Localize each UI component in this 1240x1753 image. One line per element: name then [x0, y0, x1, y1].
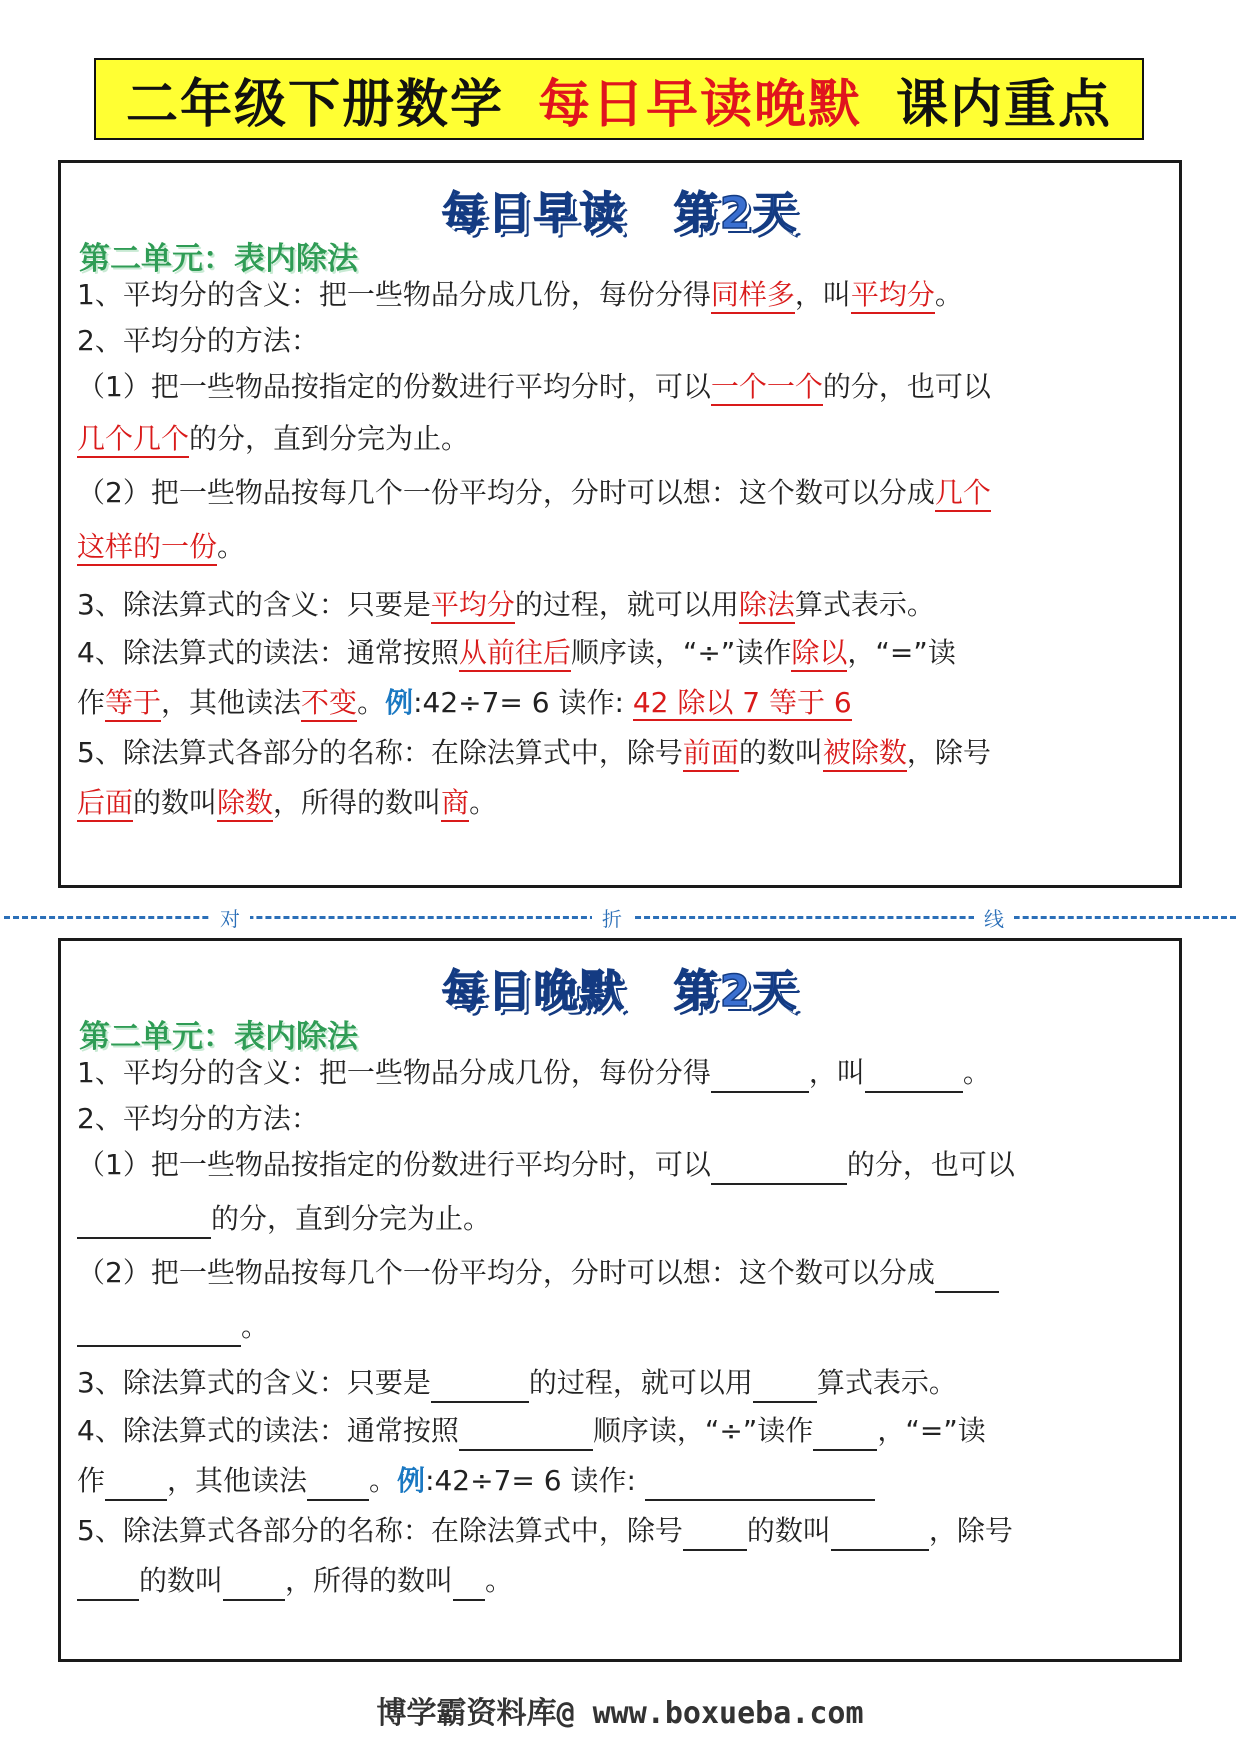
evening-title-b: 第2天 — [673, 966, 799, 1017]
evening-line-5: （2）把一些物品按每几个一份平均分，分时可以想：这个数可以分成 — [77, 1253, 1163, 1293]
answer: 这样的一份 — [77, 530, 217, 566]
fold-char-2: 折 — [592, 903, 632, 932]
answer: 平均分 — [851, 278, 935, 314]
answer: 除法 — [739, 588, 795, 624]
evening-line-10: 5、除法算式各部分的名称：在除法算式中，除号 的数叫 ，除号 — [77, 1511, 1163, 1551]
evening-line-7: 3、除法算式的含义：只要是 的过程，就可以用 算式表示。 — [77, 1363, 1163, 1403]
fill-blank[interactable] — [711, 1059, 809, 1093]
morning-title-b: 第2天 — [673, 188, 799, 239]
answer: 平均分 — [431, 588, 515, 624]
fill-blank[interactable] — [77, 1567, 139, 1601]
fill-blank[interactable] — [431, 1369, 529, 1403]
fill-blank[interactable] — [865, 1059, 963, 1093]
title-left: 二年级下册数学 — [125, 74, 504, 135]
morning-line-4: 几个几个的分，直到分完为止。 — [77, 419, 1163, 459]
evening-panel-title — [61, 955, 1179, 1019]
morning-line-1: 1、平均分的含义：把一些物品分成几份，每份分得同样多，叫平均分。 — [77, 275, 1163, 315]
document-title — [94, 58, 1144, 140]
example-label: 例 — [385, 686, 414, 719]
evening-line-8: 4、除法算式的读法：通常按照 顺序读，“÷”读作 ，“=”读 — [77, 1411, 1163, 1451]
evening-dictation-panel — [58, 938, 1182, 1662]
answer: 后面 — [77, 786, 133, 822]
title-right: 课内重点 — [896, 74, 1113, 135]
fold-char-1: 对 — [210, 903, 250, 932]
fill-blank[interactable] — [105, 1467, 167, 1501]
morning-line-7: 3、除法算式的含义：只要是平均分的过程，就可以用除法算式表示。 — [77, 585, 1163, 625]
evening-line-3: （1）把一些物品按指定的份数进行平均分时，可以 的分，也可以 — [77, 1145, 1163, 1185]
morning-title-a: 每日早读 — [441, 188, 626, 239]
answer: 一个一个 — [711, 370, 823, 406]
evening-line-2: 2、平均分的方法： — [77, 1102, 319, 1135]
morning-line-10: 5、除法算式各部分的名称：在除法算式中，除号前面的数叫被除数，除号 — [77, 733, 1163, 773]
fill-blank[interactable] — [683, 1517, 747, 1551]
answer: 几个几个 — [77, 422, 189, 458]
fold-char-3: 线 — [974, 903, 1014, 932]
answer: 被除数 — [823, 736, 907, 772]
answer: 几个 — [935, 476, 991, 512]
morning-line-6: 这样的一份。 — [77, 527, 1163, 567]
morning-unit-title: 第二单元：表内除法 — [79, 241, 358, 277]
fill-blank[interactable] — [453, 1567, 485, 1601]
fold-line — [0, 906, 1240, 931]
title-mid: 每日早读晚默 — [537, 74, 862, 135]
fill-blank[interactable] — [813, 1417, 877, 1451]
morning-line-2: 2、平均分的方法： — [77, 324, 319, 357]
answer: 不变 — [301, 686, 357, 722]
evening-line-9: 作 ，其他读法 。例:42÷7= 6 读作: — [77, 1461, 1163, 1501]
fill-blank[interactable] — [831, 1517, 929, 1551]
evening-line-6: 。 — [77, 1307, 1163, 1347]
evening-title-a: 每日晚默 — [441, 966, 626, 1017]
fill-blank[interactable] — [459, 1417, 593, 1451]
footer-watermark: 博学霸资料库@ www.boxueba.com — [376, 1696, 864, 1731]
answer: 商 — [441, 786, 469, 822]
answer: 除数 — [217, 786, 273, 822]
evening-line-4: 的分，直到分完为止。 — [77, 1199, 1163, 1239]
answer: 前面 — [683, 736, 739, 772]
fill-blank[interactable] — [77, 1313, 241, 1347]
morning-reading-panel — [58, 160, 1182, 888]
morning-line-5: （2）把一些物品按每几个一份平均分，分时可以想：这个数可以分成几个 — [77, 473, 1163, 513]
fill-blank[interactable] — [223, 1567, 285, 1601]
morning-line-9: 作等于，其他读法不变。例:42÷7= 6 读作: 42 除以 7 等于 6 — [77, 683, 1163, 723]
evening-line-11: 的数叫 ，所得的数叫 。 — [77, 1561, 1163, 1601]
answer: 等于 — [105, 686, 161, 722]
evening-unit-title: 第二单元：表内除法 — [79, 1019, 358, 1055]
fill-blank[interactable] — [935, 1259, 999, 1293]
example-label: 例 — [397, 1464, 426, 1497]
fill-blank[interactable] — [753, 1369, 817, 1403]
morning-panel-title — [61, 177, 1179, 241]
answer: 除以 — [791, 636, 847, 672]
answer: 从前往后 — [459, 636, 571, 672]
fill-blank[interactable] — [645, 1467, 875, 1501]
morning-line-11: 后面的数叫除数，所得的数叫商。 — [77, 783, 1163, 823]
example-answer: 42 除以 7 等于 6 — [632, 686, 852, 719]
morning-line-8: 4、除法算式的读法：通常按照从前往后顺序读，“÷”读作除以，“=”读 — [77, 633, 1163, 673]
fill-blank[interactable] — [711, 1151, 847, 1185]
morning-line-3: （1）把一些物品按指定的份数进行平均分时，可以一个一个的分，也可以 — [77, 367, 1163, 407]
fill-blank[interactable] — [77, 1205, 211, 1239]
fill-blank[interactable] — [307, 1467, 369, 1501]
evening-line-1: 1、平均分的含义：把一些物品分成几份，每份分得 ，叫 。 — [77, 1053, 1163, 1093]
answer: 同样多 — [711, 278, 795, 314]
